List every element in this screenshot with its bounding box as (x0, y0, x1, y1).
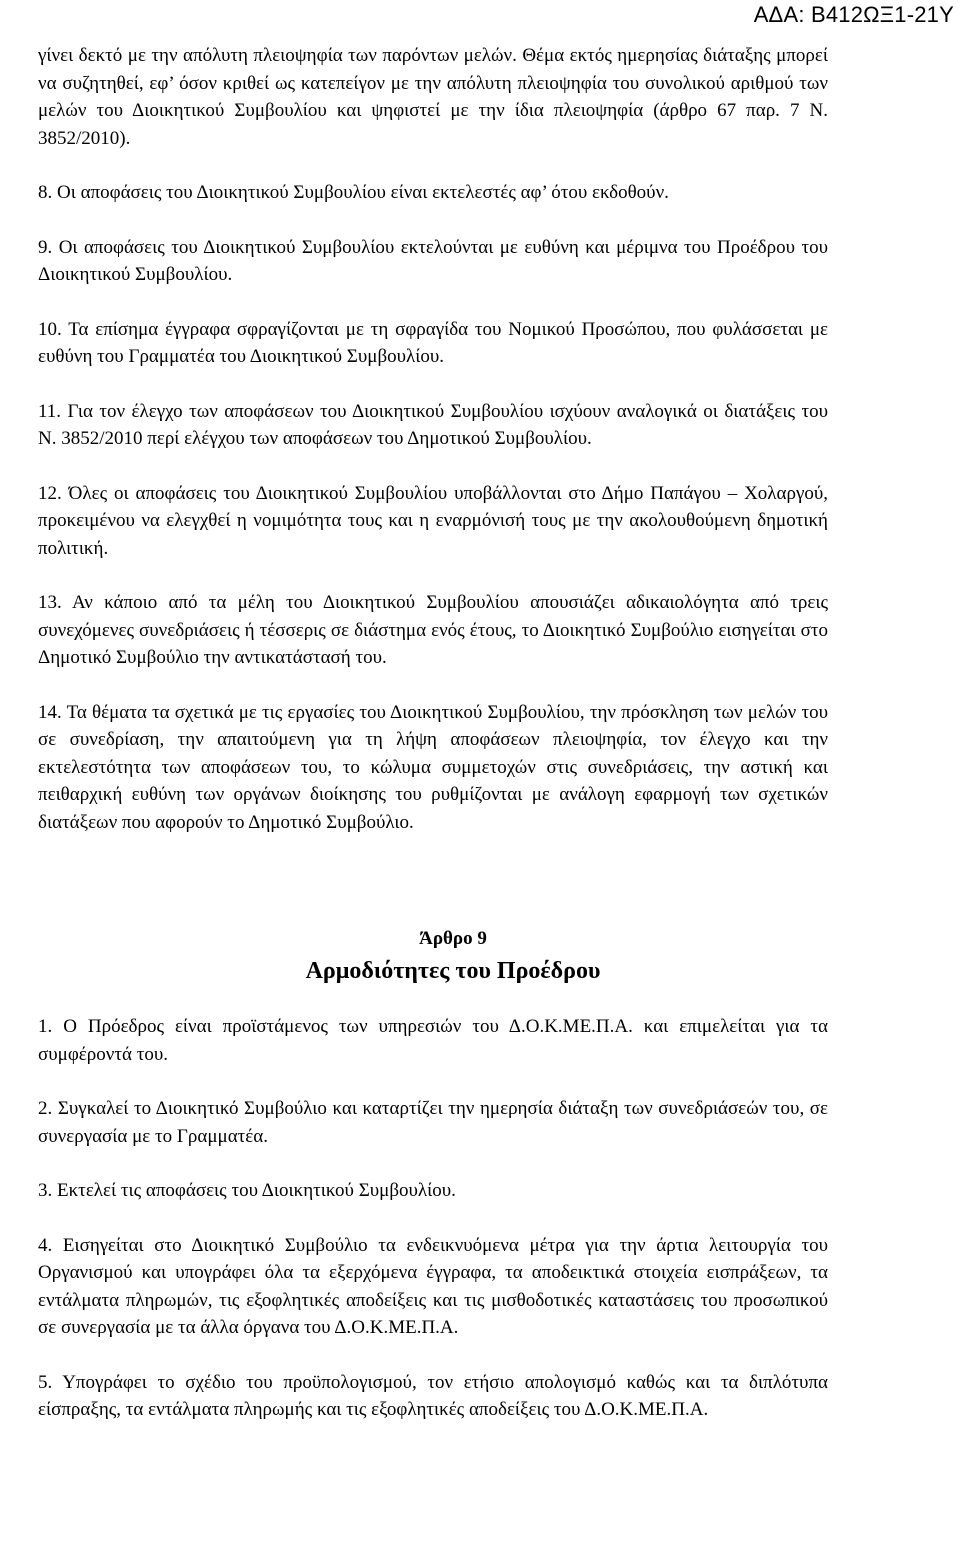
paragraph-number: 8. (38, 182, 53, 203)
paragraph-text: Τα επίσημα έγγραφα σφραγίζονται με τη σφραγίδα του Νομικού Προσώπου, που φυλάσσεται με ευθύνη του Γραμματέα του Διοικητικού Συμβουλίου. (38, 318, 828, 367)
paragraph-text: Οι αποφάσεις του Διοικητικού Συμβουλίου εκτελούνται με ευθύνη και μέριμνα του Προέδρου του Διοικητικού Συμβουλίου. (38, 236, 829, 285)
item-number: 2. (38, 1098, 53, 1119)
article-item-5 (38, 1369, 828, 1424)
paragraph-text: Για τον έλεγχο των αποφάσεων του Διοικητικού Συμβουλίου ισχύουν αναλογικά οι διατάξεις του Ν. 3852/2010 περί ελέγχου των αποφάσεων του Δημοτικού Συμβουλίου. (38, 400, 829, 449)
paragraph-9 (38, 234, 828, 289)
paragraph-14 (38, 699, 828, 837)
article-item-1 (38, 1013, 828, 1068)
item-text: Εισηγείται στο Διοικητικό Συμβούλιο τα ενδεικνυόμενα μέτρα για την άρτια λειτουργία του Οργανισμού και υπογράφει όλα τα εξερχόμενα έγγραφα, τα αποδεικτικά στοιχεία εισπράξεων, τα εντάλματα πληρωμών, τις εξοφλητικές αποδείξεις και τις μισθοδοτικές καταστάσεις του προσωπικού σε συνεργασία με τα άλλα όργανα του Δ.Ο.Κ.ΜΕ.Π.Α. (38, 1234, 829, 1338)
item-number: 3. (38, 1180, 53, 1201)
paragraph-13 (38, 589, 828, 672)
item-text: Εκτελεί τις αποφάσεις του Διοικητικού Συμβουλίου. (57, 1180, 456, 1201)
paragraph-number: 11. (38, 400, 62, 422)
paragraph-list (38, 179, 828, 836)
item-number: 5. (38, 1371, 53, 1393)
article-number: Άρθρο 9 (419, 928, 487, 949)
paragraph-11 (38, 398, 828, 453)
intro-paragraph: γίνει δεκτό με την απόλυτη πλειοψηφία των παρόντων μελών. Θέμα εκτός ημερησίας διάταξης μπορεί να συζητηθεί, εφ’ όσον κριθεί ως κατεπείγον με την απόλυτη πλειοψηφία του συνολικού αριθμού των μελών του Διοικητικού Συμβουλίου και ψηφιστεί με την ίδια πλειοψηφία (άρθρο 67 παρ. 7 Ν. 3852/2010). (38, 45, 828, 149)
paragraph-text: Αν κάποιο από τα μέλη του Διοικητικού Συμβουλίου απουσιάζει αδικαιολόγητα από τρεις συνεχόμενες συνεδριάσεις ή τέσσερις σε διάστημα ενός έτους, το Διοικητικό Συμβούλιο εισηγείται στο Δημοτικό Συμβούλιο την αντικατάστασή του. (38, 592, 828, 668)
article-item-3 (38, 1177, 828, 1205)
ada-code: ΑΔΑ: Β412ΩΞ1-21Υ (753, 2, 954, 27)
paragraph-number: 10. (38, 318, 62, 340)
paragraph-8 (38, 179, 828, 207)
paragraph-number: 9. (38, 236, 53, 258)
paragraph-text: Όλες οι αποφάσεις του Διοικητικού Συμβουλίου υποβάλλονται στο Δήμο Παπάγου – Χολαργού, προκειμένου να ελεγχθεί η νομιμότητα τους και η εναρμόνισή τους με την ακολουθούμενη δημοτική πολιτική. (38, 482, 829, 559)
item-number: 4. (38, 1234, 53, 1256)
document-body (38, 42, 828, 1424)
paragraph-number: 13. (38, 592, 62, 613)
item-number: 1. (38, 1016, 53, 1037)
article-heading (38, 924, 828, 988)
paragraph-10 (38, 316, 828, 371)
paragraph-text: Τα θέματα τα σχετικά με τις εργασίες του Διοικητικού Συμβουλίου, την πρόσκληση των μελών του σε συνεδρίαση, την απαιτούμενη για τη λήψη αποφάσεων πλειοψηφία, τον έλεγχο και την εκτελεστότητα των αποφάσεων του, το κώλυμα συμμετοχών στις συνεδριάσεις, την αστική και πειθαρχική ευθύνη των οργάνων διοίκησης του ρυθμίζονται με ανάλογη εφαρμογή των σχετικών διατάξεων που αφορούν το Δημοτικό Συμβούλιο. (38, 701, 828, 833)
article-item-list (38, 1013, 828, 1424)
article-item-4 (38, 1232, 828, 1342)
paragraph-12 (38, 480, 828, 563)
item-text: Ο Πρόεδρος είναι προϊστάμενος των υπηρεσιών του Δ.Ο.Κ.ΜΕ.Π.Α. και επιμελείται για τα συμφέροντά του. (38, 1016, 829, 1065)
article-title: Αρμοδιότητες του Προέδρου (305, 958, 601, 984)
paragraph-text: Οι αποφάσεις του Διοικητικού Συμβουλίου είναι εκτελεστές αφ’ ότου εκδοθούν. (57, 182, 669, 203)
paragraph-number: 12. (38, 482, 62, 504)
article-item-2 (38, 1095, 828, 1150)
item-text: Υπογράφει το σχέδιο του προϋπολογισμού, τον ετήσιο απολογισμό καθώς και τα διπλότυπα είσπραξης, τα εντάλματα πληρωμής και τις εξοφλητικές αποδείξεις του Δ.Ο.Κ.ΜΕ.Π.Α. (38, 1371, 828, 1420)
paragraph-number: 14. (38, 701, 62, 723)
item-text: Συγκαλεί το Διοικητικό Συμβούλιο και καταρτίζει την ημερησία διάταξη των συνεδριάσεών του, σε συνεργασία με το Γραμματέα. (38, 1098, 829, 1147)
